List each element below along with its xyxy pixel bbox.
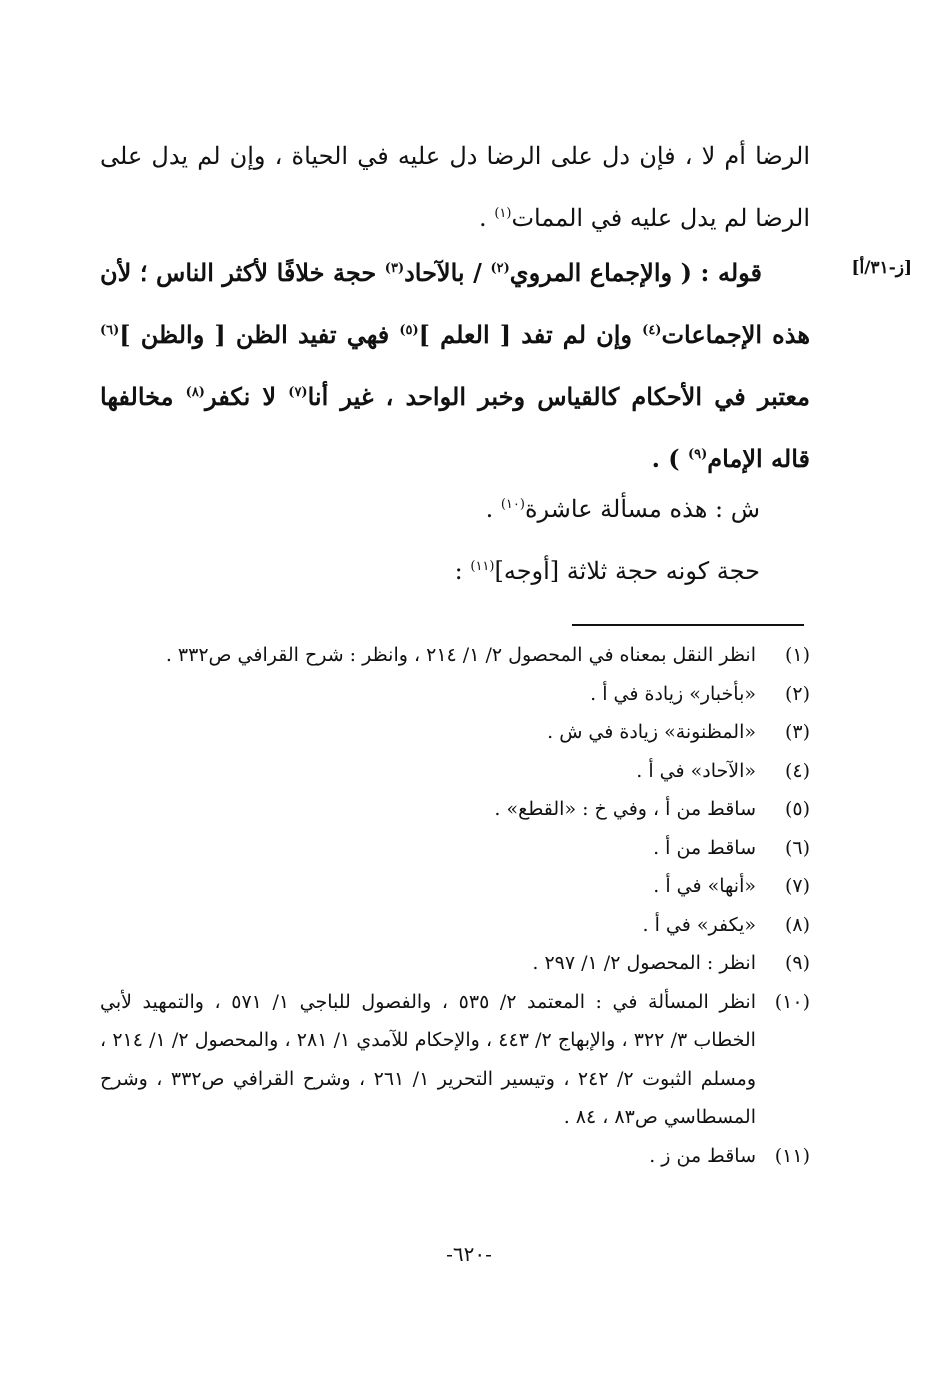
footnote-text: «أنها» في أ . [653,875,756,897]
footnote-text: ساقط من أ . [653,836,756,859]
page-number: -٦٢٠- [446,1242,492,1266]
note-ref-4[interactable]: (٤) [642,323,662,338]
matn-segment-8: مخالفها قاله الإمام [100,382,810,473]
paragraph-3 [100,478,810,540]
footnote-text: انظر : المحصول ٢/ ١/ ٢٩٧ . [532,952,756,974]
footnote-number: (٣) [784,721,810,743]
matn-segment-4: وإن لم تفد [ العلم ] [418,320,643,349]
footnote-text: ساقط من أ ، وفي خ : «القطع» . [494,798,756,820]
note-ref-6[interactable]: (٦) [100,323,120,338]
paragraph-4 [100,540,810,602]
paragraph-1-text: الرضا أم لا ، فإن دل على الرضا دل عليه في الحياة ، وإن لم يدل على الرضا لم يدل عليه في الممات [100,142,810,232]
matn-segment-9: ) . [651,444,688,473]
footnote-number: (١٠) [774,990,810,1013]
footnote-number: (٨) [784,913,810,936]
footnote-text: انظر النقل بمعناه في المحصول ٢/ ١/ ٢١٤ ، وانظر : شرح القرافي ص٣٣٢ . [165,644,756,666]
paragraph-1 [100,125,810,249]
matn-segment-1: قوله : ( والإجماع المروي [509,258,763,287]
footnote-text: «المظنونة» زيادة في ش . [547,721,756,743]
footnote-number: (٧) [784,875,810,897]
footnote [100,713,810,752]
footnote [100,983,810,1137]
paragraph-3-end: . [485,495,501,523]
footnote [100,675,810,714]
note-ref-9[interactable]: (٩) [688,447,708,462]
footnote [100,752,810,791]
footnote-text: ساقط من ز . [649,1144,756,1167]
footnote-separator [572,624,804,626]
footnote-text: انظر المسألة في : المعتمد ٢/ ٥٣٥ ، والفصول للباجي ١/ ٥٧١ ، والتمهيد لأبي الخطاب ٣/ ٣٢٢ ، والإبهاج ٢/ ٤٤٣ ، والإحكام للآمدي ١/ ٢٨١ ، والمحصول ٢/ ١/ ٢١٤ ، ومسلم الثبوت ٢/ ٢٤٢ ، وتيسير التحرير ١/ ٢٦١ ، وشرح القرافي ص٣٣٢ ، وشرح المسطاسي ص٨٣ ، ٨٤ . [100,990,756,1128]
note-ref-10[interactable]: (١٠) [500,497,525,512]
footnote [100,906,810,945]
matn-segment-5: فهي تفيد الظن [ والظن ] [119,320,400,349]
note-ref-11[interactable]: (١١) [470,559,495,574]
footnote [100,636,810,675]
footnote [100,829,810,868]
note-ref-3[interactable]: (٣) [384,261,405,276]
footnote-number: (١) [784,644,810,666]
footnote [100,867,810,906]
paragraph-4-end: : [454,557,471,585]
matn-segment-6: معتبر في الأحكام كالقياس وخبر الواحد ، غير أنا [307,382,810,411]
footnote-number: (١١) [774,1144,810,1167]
footnote-number: (٤) [784,759,810,782]
footnote-number: (٢) [784,682,810,705]
paragraph-3-text: ش : هذه مسألة عاشرة [524,495,760,523]
note-ref-5[interactable]: (٥) [399,323,419,338]
footnote [100,944,810,983]
paragraph-1-end: . [479,204,495,232]
footnote-number: (٩) [784,952,810,974]
footnote-text: «الآحاد» في أ . [636,759,756,782]
paragraph-4-text: حجة كونه حجة ثلاثة [أوجه] [494,557,760,585]
footnote-text: «بأخبار» زيادة في أ . [590,682,756,705]
paragraph-2-matn [100,242,810,490]
footnote-number: (٥) [784,798,810,820]
matn-segment-3: حجة خلافًا لأكثر الناس ؛ لأن هذه الإجماعات [100,258,811,349]
matn-segment-2: / بالآحاد [404,258,491,287]
footnote [100,790,810,829]
footnote-text: «يكفر» في أ . [642,913,756,936]
footnote [100,1137,810,1176]
footnotes [100,636,810,1175]
note-ref-7[interactable]: (٧) [288,385,308,400]
margin-manuscript-reference: [ز-٣١/أ] [851,258,912,278]
note-ref-1[interactable]: (١) [494,206,512,221]
note-ref-2[interactable]: (٢) [490,261,510,276]
note-ref-8[interactable]: (٨) [185,385,205,400]
matn-segment-7: لا نكفر [204,382,289,411]
footnote-number: (٦) [784,836,810,859]
